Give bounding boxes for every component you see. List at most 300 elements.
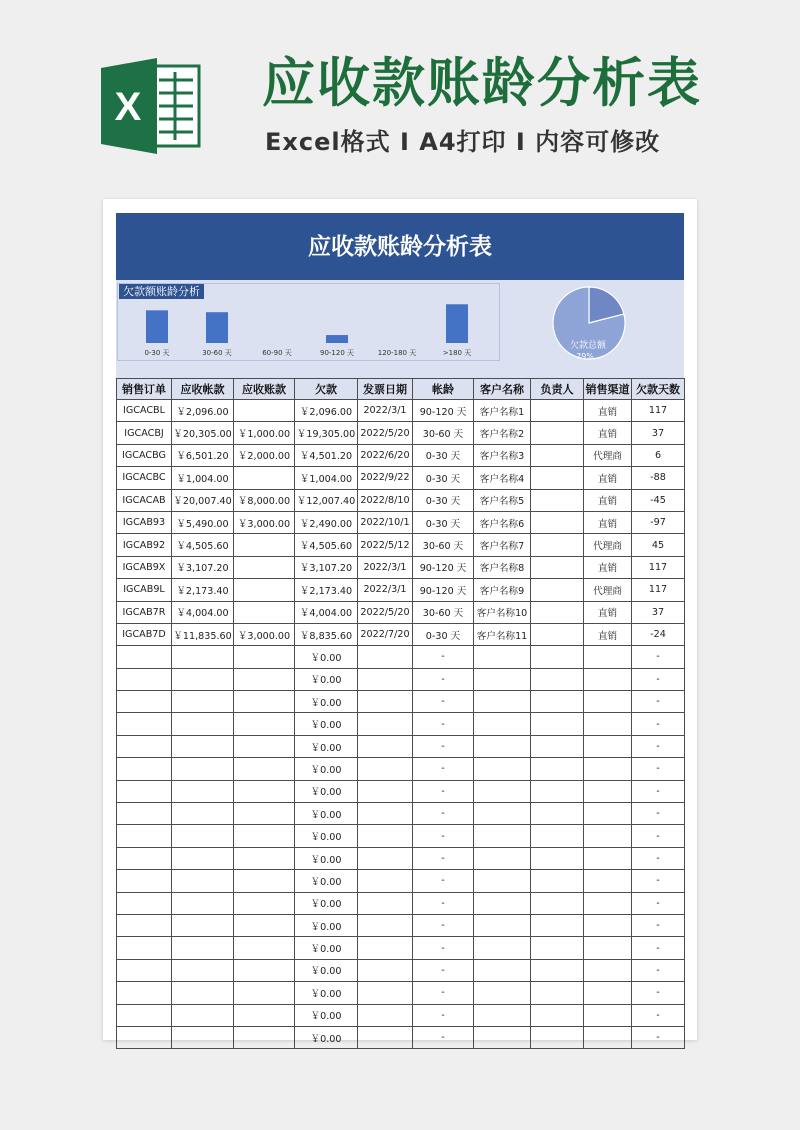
cell-overdue-days[interactable]: - bbox=[632, 847, 685, 869]
table-row bbox=[117, 534, 685, 556]
cell-overdue-days[interactable]: 37 bbox=[632, 422, 685, 444]
cell-aging[interactable]: 90-120 天 bbox=[413, 579, 474, 601]
cell-arrears[interactable]: ￥8,835.60 bbox=[295, 623, 358, 645]
cell-channel[interactable]: 直销 bbox=[584, 489, 632, 511]
cell-received[interactable] bbox=[234, 400, 295, 422]
cell-arrears[interactable]: ￥0.00 bbox=[295, 870, 358, 892]
table-row bbox=[117, 556, 685, 578]
cell-overdue-days[interactable]: - bbox=[632, 959, 685, 981]
cell-owner[interactable] bbox=[531, 982, 584, 1004]
cell-arrears[interactable]: ￥2,096.00 bbox=[295, 400, 358, 422]
cell-received[interactable] bbox=[234, 892, 295, 914]
cell-overdue-days[interactable]: -88 bbox=[632, 467, 685, 489]
cell-customer[interactable] bbox=[474, 982, 531, 1004]
table-row bbox=[117, 511, 685, 533]
cell-channel[interactable] bbox=[584, 982, 632, 1004]
cell-owner[interactable] bbox=[531, 579, 584, 601]
cell-receivable[interactable] bbox=[172, 982, 234, 1004]
cell-received[interactable] bbox=[234, 713, 295, 735]
cell-receivable[interactable] bbox=[172, 825, 234, 847]
cell-order-id[interactable]: IGCAB92 bbox=[117, 534, 172, 556]
cell-arrears[interactable]: ￥0.00 bbox=[295, 914, 358, 936]
cell-owner[interactable] bbox=[531, 623, 584, 645]
cell-owner[interactable] bbox=[531, 825, 584, 847]
cell-overdue-days[interactable]: 117 bbox=[632, 556, 685, 578]
cell-customer[interactable]: 客户名称11 bbox=[474, 623, 531, 645]
cell-invoice-date[interactable]: 2022/3/1 bbox=[358, 556, 413, 578]
cell-customer[interactable] bbox=[474, 914, 531, 936]
cell-channel[interactable]: 代理商 bbox=[584, 444, 632, 466]
cell-channel[interactable] bbox=[584, 825, 632, 847]
cell-customer[interactable] bbox=[474, 780, 531, 802]
cell-customer[interactable] bbox=[474, 803, 531, 825]
cell-aging[interactable]: - bbox=[413, 892, 474, 914]
cell-order-id[interactable]: IGCAB9L bbox=[117, 579, 172, 601]
cell-aging[interactable]: - bbox=[413, 914, 474, 936]
cell-order-id[interactable] bbox=[117, 914, 172, 936]
cell-aging[interactable]: - bbox=[413, 1004, 474, 1026]
cell-customer[interactable]: 客户名称4 bbox=[474, 467, 531, 489]
cell-invoice-date[interactable] bbox=[358, 668, 413, 690]
cell-customer[interactable] bbox=[474, 758, 531, 780]
cell-customer[interactable]: 客户名称9 bbox=[474, 579, 531, 601]
cell-overdue-days[interactable]: - bbox=[632, 892, 685, 914]
cell-invoice-date[interactable] bbox=[358, 735, 413, 757]
cell-received[interactable] bbox=[234, 758, 295, 780]
bar-3 bbox=[326, 335, 348, 343]
cell-receivable[interactable] bbox=[172, 803, 234, 825]
cell-owner[interactable] bbox=[531, 444, 584, 466]
cell-overdue-days[interactable]: -97 bbox=[632, 511, 685, 533]
cell-customer[interactable]: 客户名称7 bbox=[474, 534, 531, 556]
cell-arrears[interactable]: ￥0.00 bbox=[295, 646, 358, 668]
cell-invoice-date[interactable] bbox=[358, 713, 413, 735]
cell-received[interactable] bbox=[234, 691, 295, 713]
cell-customer[interactable] bbox=[474, 735, 531, 757]
cell-received[interactable] bbox=[234, 914, 295, 936]
cell-arrears[interactable]: ￥0.00 bbox=[295, 1026, 358, 1048]
cell-invoice-date[interactable] bbox=[358, 892, 413, 914]
cell-aging[interactable]: - bbox=[413, 870, 474, 892]
cell-order-id[interactable]: IGCACBJ bbox=[117, 422, 172, 444]
cell-channel[interactable]: 直销 bbox=[584, 623, 632, 645]
bar-category-label: 30-60 天 bbox=[202, 349, 232, 357]
cell-owner[interactable] bbox=[531, 1004, 584, 1026]
cell-invoice-date[interactable] bbox=[358, 914, 413, 936]
cell-customer[interactable]: 客户名称2 bbox=[474, 422, 531, 444]
cell-channel[interactable] bbox=[584, 803, 632, 825]
cell-aging[interactable]: 0-30 天 bbox=[413, 511, 474, 533]
cell-arrears[interactable]: ￥0.00 bbox=[295, 713, 358, 735]
cell-invoice-date[interactable]: 2022/7/20 bbox=[358, 623, 413, 645]
cell-received[interactable] bbox=[234, 870, 295, 892]
cell-aging[interactable]: - bbox=[413, 982, 474, 1004]
page-subtitle: Excel格式 Ⅰ A4打印 Ⅰ 内容可修改 bbox=[265, 128, 661, 156]
cell-order-id[interactable] bbox=[117, 847, 172, 869]
cell-overdue-days[interactable]: 45 bbox=[632, 534, 685, 556]
cell-customer[interactable] bbox=[474, 847, 531, 869]
cell-arrears[interactable]: ￥0.00 bbox=[295, 847, 358, 869]
cell-order-id[interactable] bbox=[117, 803, 172, 825]
cell-receivable[interactable]: ￥20,007.40 bbox=[172, 489, 234, 511]
cell-received[interactable] bbox=[234, 534, 295, 556]
cell-owner[interactable] bbox=[531, 489, 584, 511]
cell-overdue-days[interactable]: 37 bbox=[632, 601, 685, 623]
cell-receivable[interactable] bbox=[172, 847, 234, 869]
cell-invoice-date[interactable] bbox=[358, 1004, 413, 1026]
cell-aging[interactable]: - bbox=[413, 735, 474, 757]
cell-channel[interactable] bbox=[584, 758, 632, 780]
cell-arrears[interactable]: ￥4,501.20 bbox=[295, 444, 358, 466]
cell-overdue-days[interactable]: 6 bbox=[632, 444, 685, 466]
cell-owner[interactable] bbox=[531, 937, 584, 959]
cell-order-id[interactable] bbox=[117, 780, 172, 802]
cell-channel[interactable] bbox=[584, 1026, 632, 1048]
cell-receivable[interactable] bbox=[172, 1004, 234, 1026]
cell-received[interactable] bbox=[234, 735, 295, 757]
cell-aging[interactable]: - bbox=[413, 691, 474, 713]
cell-invoice-date[interactable] bbox=[358, 803, 413, 825]
cell-overdue-days[interactable]: - bbox=[632, 914, 685, 936]
cell-channel[interactable] bbox=[584, 780, 632, 802]
cell-order-id[interactable] bbox=[117, 982, 172, 1004]
cell-order-id[interactable]: IGCACAB bbox=[117, 489, 172, 511]
cell-received[interactable] bbox=[234, 646, 295, 668]
cell-receivable[interactable]: ￥1,004.00 bbox=[172, 467, 234, 489]
cell-receivable[interactable] bbox=[172, 870, 234, 892]
cell-invoice-date[interactable] bbox=[358, 959, 413, 981]
cell-order-id[interactable] bbox=[117, 870, 172, 892]
cell-received[interactable] bbox=[234, 937, 295, 959]
cell-overdue-days[interactable]: -45 bbox=[632, 489, 685, 511]
cell-received[interactable]: ￥3,000.00 bbox=[234, 511, 295, 533]
cell-receivable[interactable] bbox=[172, 735, 234, 757]
cell-arrears[interactable]: ￥3,107.20 bbox=[295, 556, 358, 578]
cell-order-id[interactable]: IGCAB93 bbox=[117, 511, 172, 533]
cell-arrears[interactable]: ￥0.00 bbox=[295, 780, 358, 802]
cell-received[interactable] bbox=[234, 982, 295, 1004]
cell-order-id[interactable] bbox=[117, 1004, 172, 1026]
cell-aging[interactable]: 90-120 天 bbox=[413, 400, 474, 422]
cell-receivable[interactable]: ￥2,096.00 bbox=[172, 400, 234, 422]
cell-invoice-date[interactable] bbox=[358, 825, 413, 847]
cell-received[interactable] bbox=[234, 959, 295, 981]
cell-overdue-days[interactable]: - bbox=[632, 1004, 685, 1026]
cell-channel[interactable]: 直销 bbox=[584, 511, 632, 533]
cell-arrears[interactable]: ￥0.00 bbox=[295, 803, 358, 825]
cell-order-id[interactable] bbox=[117, 735, 172, 757]
cell-customer[interactable] bbox=[474, 959, 531, 981]
cell-overdue-days[interactable]: -24 bbox=[632, 623, 685, 645]
cell-invoice-date[interactable] bbox=[358, 982, 413, 1004]
cell-aging[interactable]: - bbox=[413, 937, 474, 959]
cell-overdue-days[interactable]: - bbox=[632, 1026, 685, 1048]
cell-received[interactable] bbox=[234, 1004, 295, 1026]
cell-customer[interactable] bbox=[474, 691, 531, 713]
cell-overdue-days[interactable]: - bbox=[632, 803, 685, 825]
cell-overdue-days[interactable]: - bbox=[632, 937, 685, 959]
cell-receivable[interactable]: ￥4,505.60 bbox=[172, 534, 234, 556]
cell-customer[interactable]: 客户名称3 bbox=[474, 444, 531, 466]
cell-received[interactable] bbox=[234, 579, 295, 601]
cell-owner[interactable] bbox=[531, 646, 584, 668]
cell-owner[interactable] bbox=[531, 847, 584, 869]
cell-invoice-date[interactable]: 2022/8/10 bbox=[358, 489, 413, 511]
cell-received[interactable]: ￥3,000.00 bbox=[234, 623, 295, 645]
cell-invoice-date[interactable] bbox=[358, 646, 413, 668]
cell-channel[interactable] bbox=[584, 646, 632, 668]
cell-owner[interactable] bbox=[531, 870, 584, 892]
cell-order-id[interactable]: IGCACBG bbox=[117, 444, 172, 466]
cell-overdue-days[interactable]: - bbox=[632, 668, 685, 690]
cell-overdue-days[interactable]: - bbox=[632, 735, 685, 757]
cell-arrears[interactable]: ￥0.00 bbox=[295, 825, 358, 847]
cell-channel[interactable]: 直销 bbox=[584, 467, 632, 489]
cell-order-id[interactable] bbox=[117, 937, 172, 959]
cell-received[interactable]: ￥2,000.00 bbox=[234, 444, 295, 466]
cell-overdue-days[interactable]: 117 bbox=[632, 579, 685, 601]
cell-received[interactable] bbox=[234, 467, 295, 489]
cell-channel[interactable] bbox=[584, 937, 632, 959]
cell-overdue-days[interactable]: - bbox=[632, 646, 685, 668]
cell-overdue-days[interactable]: - bbox=[632, 713, 685, 735]
table-row bbox=[117, 646, 685, 668]
cell-order-id[interactable] bbox=[117, 758, 172, 780]
cell-arrears[interactable]: ￥4,505.60 bbox=[295, 534, 358, 556]
cell-receivable[interactable] bbox=[172, 713, 234, 735]
cell-aging[interactable]: - bbox=[413, 847, 474, 869]
cell-aging[interactable]: - bbox=[413, 1026, 474, 1048]
cell-received[interactable] bbox=[234, 825, 295, 847]
cell-owner[interactable] bbox=[531, 914, 584, 936]
cell-received[interactable] bbox=[234, 556, 295, 578]
cell-receivable[interactable]: ￥5,490.00 bbox=[172, 511, 234, 533]
cell-arrears[interactable]: ￥4,004.00 bbox=[295, 601, 358, 623]
cell-aging[interactable]: 30-60 天 bbox=[413, 601, 474, 623]
cell-order-id[interactable] bbox=[117, 892, 172, 914]
cell-order-id[interactable] bbox=[117, 646, 172, 668]
cell-customer[interactable] bbox=[474, 892, 531, 914]
cell-customer[interactable] bbox=[474, 937, 531, 959]
cell-customer[interactable]: 客户名称6 bbox=[474, 511, 531, 533]
cell-customer[interactable] bbox=[474, 870, 531, 892]
excel-logo-icon bbox=[101, 58, 201, 154]
cell-invoice-date[interactable]: 2022/6/20 bbox=[358, 444, 413, 466]
cell-invoice-date[interactable]: 2022/3/1 bbox=[358, 579, 413, 601]
cell-order-id[interactable]: IGCAB7D bbox=[117, 623, 172, 645]
cell-invoice-date[interactable] bbox=[358, 691, 413, 713]
cell-channel[interactable] bbox=[584, 914, 632, 936]
cell-arrears[interactable]: ￥19,305.00 bbox=[295, 422, 358, 444]
cell-received[interactable] bbox=[234, 1026, 295, 1048]
cell-channel[interactable]: 直销 bbox=[584, 422, 632, 444]
cell-overdue-days[interactable]: - bbox=[632, 825, 685, 847]
cell-channel[interactable] bbox=[584, 713, 632, 735]
cell-order-id[interactable] bbox=[117, 825, 172, 847]
cell-received[interactable] bbox=[234, 803, 295, 825]
cell-received[interactable] bbox=[234, 847, 295, 869]
cell-invoice-date[interactable] bbox=[358, 870, 413, 892]
cell-receivable[interactable] bbox=[172, 646, 234, 668]
cell-invoice-date[interactable]: 2022/5/12 bbox=[358, 534, 413, 556]
cell-overdue-days[interactable]: - bbox=[632, 780, 685, 802]
cell-arrears[interactable]: ￥2,173.40 bbox=[295, 579, 358, 601]
cell-customer[interactable] bbox=[474, 713, 531, 735]
cell-channel[interactable]: 直销 bbox=[584, 556, 632, 578]
cell-order-id[interactable]: IGCACBL bbox=[117, 400, 172, 422]
cell-owner[interactable] bbox=[531, 713, 584, 735]
cell-aging[interactable]: 0-30 天 bbox=[413, 444, 474, 466]
cell-customer[interactable] bbox=[474, 646, 531, 668]
cell-owner[interactable] bbox=[531, 758, 584, 780]
cell-invoice-date[interactable]: 2022/9/22 bbox=[358, 467, 413, 489]
cell-arrears[interactable]: ￥12,007.40 bbox=[295, 489, 358, 511]
cell-arrears[interactable]: ￥1,004.00 bbox=[295, 467, 358, 489]
cell-channel[interactable]: 代理商 bbox=[584, 579, 632, 601]
cell-owner[interactable] bbox=[531, 803, 584, 825]
cell-receivable[interactable]: ￥11,835.60 bbox=[172, 623, 234, 645]
cell-arrears[interactable]: ￥0.00 bbox=[295, 691, 358, 713]
cell-invoice-date[interactable] bbox=[358, 847, 413, 869]
cell-owner[interactable] bbox=[531, 467, 584, 489]
bar-category-label: 0-30 天 bbox=[144, 349, 170, 357]
cell-receivable[interactable]: ￥3,107.20 bbox=[172, 556, 234, 578]
cell-aging[interactable]: 0-30 天 bbox=[413, 489, 474, 511]
cell-order-id[interactable]: IGCAB9X bbox=[117, 556, 172, 578]
cell-channel[interactable] bbox=[584, 870, 632, 892]
cell-aging[interactable]: - bbox=[413, 646, 474, 668]
cell-received[interactable]: ￥8,000.00 bbox=[234, 489, 295, 511]
cell-channel[interactable]: 直销 bbox=[584, 400, 632, 422]
cell-receivable[interactable] bbox=[172, 668, 234, 690]
cell-aging[interactable]: - bbox=[413, 803, 474, 825]
cell-order-id[interactable] bbox=[117, 959, 172, 981]
cell-aging[interactable]: - bbox=[413, 758, 474, 780]
cell-invoice-date[interactable]: 2022/3/1 bbox=[358, 400, 413, 422]
cell-order-id[interactable] bbox=[117, 713, 172, 735]
cell-customer[interactable] bbox=[474, 1004, 531, 1026]
cell-receivable[interactable] bbox=[172, 959, 234, 981]
cell-receivable[interactable]: ￥20,305.00 bbox=[172, 422, 234, 444]
cell-aging[interactable]: - bbox=[413, 959, 474, 981]
cell-customer[interactable]: 客户名称1 bbox=[474, 400, 531, 422]
cell-owner[interactable] bbox=[531, 780, 584, 802]
cell-received[interactable] bbox=[234, 780, 295, 802]
cell-aging[interactable]: - bbox=[413, 668, 474, 690]
cell-received[interactable] bbox=[234, 668, 295, 690]
cell-overdue-days[interactable]: - bbox=[632, 691, 685, 713]
cell-overdue-days[interactable]: - bbox=[632, 870, 685, 892]
cell-receivable[interactable] bbox=[172, 892, 234, 914]
cell-customer[interactable] bbox=[474, 825, 531, 847]
cell-customer[interactable] bbox=[474, 1026, 531, 1048]
cell-receivable[interactable] bbox=[172, 780, 234, 802]
cell-channel[interactable] bbox=[584, 1004, 632, 1026]
cell-owner[interactable] bbox=[531, 422, 584, 444]
cell-owner[interactable] bbox=[531, 534, 584, 556]
cell-channel[interactable] bbox=[584, 847, 632, 869]
cell-invoice-date[interactable] bbox=[358, 758, 413, 780]
cell-owner[interactable] bbox=[531, 959, 584, 981]
cell-invoice-date[interactable] bbox=[358, 1026, 413, 1048]
cell-aging[interactable]: 30-60 天 bbox=[413, 422, 474, 444]
cell-arrears[interactable]: ￥0.00 bbox=[295, 1004, 358, 1026]
cell-aging[interactable]: 30-60 天 bbox=[413, 534, 474, 556]
cell-owner[interactable] bbox=[531, 1026, 584, 1048]
cell-receivable[interactable]: ￥2,173.40 bbox=[172, 579, 234, 601]
cell-owner[interactable] bbox=[531, 400, 584, 422]
cell-customer[interactable]: 客户名称10 bbox=[474, 601, 531, 623]
cell-channel[interactable]: 代理商 bbox=[584, 534, 632, 556]
cell-owner[interactable] bbox=[531, 735, 584, 757]
cell-order-id[interactable] bbox=[117, 1026, 172, 1048]
cell-aging[interactable]: - bbox=[413, 713, 474, 735]
cell-receivable[interactable] bbox=[172, 691, 234, 713]
cell-invoice-date[interactable] bbox=[358, 780, 413, 802]
cell-receivable[interactable] bbox=[172, 914, 234, 936]
cell-invoice-date[interactable]: 2022/5/20 bbox=[358, 601, 413, 623]
cell-channel[interactable] bbox=[584, 892, 632, 914]
cell-owner[interactable] bbox=[531, 601, 584, 623]
cell-receivable[interactable] bbox=[172, 1026, 234, 1048]
cell-order-id[interactable] bbox=[117, 691, 172, 713]
cell-owner[interactable] bbox=[531, 556, 584, 578]
cell-customer[interactable]: 客户名称5 bbox=[474, 489, 531, 511]
cell-order-id[interactable]: IGCACBC bbox=[117, 467, 172, 489]
cell-channel[interactable] bbox=[584, 959, 632, 981]
cell-channel[interactable] bbox=[584, 691, 632, 713]
cell-aging[interactable]: 0-30 天 bbox=[413, 623, 474, 645]
cell-owner[interactable] bbox=[531, 892, 584, 914]
cell-customer[interactable] bbox=[474, 668, 531, 690]
cell-aging[interactable]: 90-120 天 bbox=[413, 556, 474, 578]
cell-aging[interactable]: - bbox=[413, 825, 474, 847]
cell-channel[interactable] bbox=[584, 735, 632, 757]
cell-owner[interactable] bbox=[531, 668, 584, 690]
cell-invoice-date[interactable] bbox=[358, 937, 413, 959]
cell-invoice-date[interactable]: 2022/5/20 bbox=[358, 422, 413, 444]
cell-arrears[interactable]: ￥0.00 bbox=[295, 959, 358, 981]
cell-receivable[interactable] bbox=[172, 758, 234, 780]
cell-arrears[interactable]: ￥0.00 bbox=[295, 668, 358, 690]
cell-aging[interactable]: 0-30 天 bbox=[413, 467, 474, 489]
cell-overdue-days[interactable]: - bbox=[632, 758, 685, 780]
cell-owner[interactable] bbox=[531, 511, 584, 533]
cell-order-id[interactable]: IGCAB7R bbox=[117, 601, 172, 623]
cell-order-id[interactable] bbox=[117, 668, 172, 690]
cell-arrears[interactable]: ￥0.00 bbox=[295, 892, 358, 914]
cell-customer[interactable]: 客户名称8 bbox=[474, 556, 531, 578]
cell-invoice-date[interactable]: 2022/10/1 bbox=[358, 511, 413, 533]
cell-arrears[interactable]: ￥0.00 bbox=[295, 937, 358, 959]
cell-receivable[interactable]: ￥6,501.20 bbox=[172, 444, 234, 466]
cell-owner[interactable] bbox=[531, 691, 584, 713]
cell-received[interactable]: ￥1,000.00 bbox=[234, 422, 295, 444]
cell-channel[interactable]: 直销 bbox=[584, 601, 632, 623]
cell-arrears[interactable]: ￥0.00 bbox=[295, 758, 358, 780]
cell-arrears[interactable]: ￥0.00 bbox=[295, 982, 358, 1004]
cell-arrears[interactable]: ￥2,490.00 bbox=[295, 511, 358, 533]
cell-overdue-days[interactable]: 117 bbox=[632, 400, 685, 422]
cell-receivable[interactable]: ￥4,004.00 bbox=[172, 601, 234, 623]
cell-overdue-days[interactable]: - bbox=[632, 982, 685, 1004]
cell-arrears[interactable]: ￥0.00 bbox=[295, 735, 358, 757]
cell-receivable[interactable] bbox=[172, 937, 234, 959]
cell-channel[interactable] bbox=[584, 668, 632, 690]
cell-received[interactable] bbox=[234, 601, 295, 623]
cell-aging[interactable]: - bbox=[413, 780, 474, 802]
table-row bbox=[117, 758, 685, 780]
